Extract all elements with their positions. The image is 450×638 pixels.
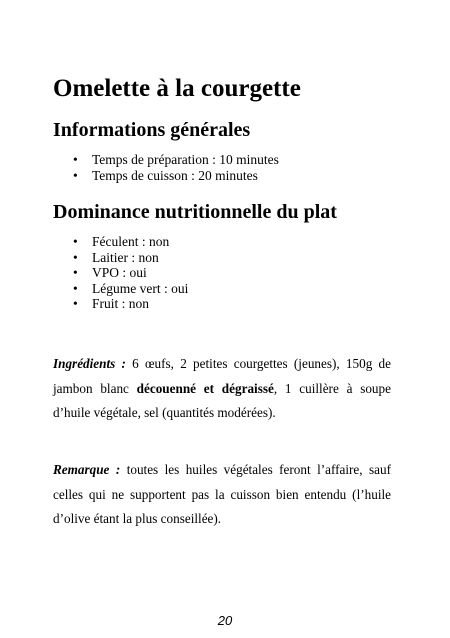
remark-paragraph [53,458,391,532]
ingredients-emphasis: découenné et dégraissé [136,380,274,396]
ingredients-label: Ingrédients : [53,356,126,371]
list-item [73,152,279,168]
list-item [73,265,188,281]
list-item-text: VPO : oui [92,265,147,280]
list-item-text: Laitier : non [92,249,159,265]
list-item [73,296,188,312]
ingredients-text: 6 œufs, 2 petites courgettes (jeunes), 150g de jambon blanc [53,356,391,396]
list-item-text: Fruit : non [92,296,150,311]
bullet-icon: • [73,296,78,311]
list-item [73,234,188,250]
section-heading-general-info: Informations générales [53,119,251,141]
list-item [73,281,188,297]
bullet-icon: • [73,234,78,249]
bullet-icon: • [73,167,78,183]
list-item-text: Féculent : non [92,234,170,249]
list-item-text: Temps de préparation : 10 minutes [92,152,279,167]
list-item [73,250,188,266]
bullet-icon: • [73,249,78,265]
remark-label: Remarque : [53,462,121,477]
remark-text: toutes les huiles végétales feront l’affaire, sauf celles qui ne supportent pas la cuisson bien entendu (l’huile d’olive étant la plus conseillée). [53,462,391,526]
list-item [73,168,279,184]
bullet-icon: • [73,152,78,167]
list-item-text: Temps de cuisson : 20 minutes [92,167,258,183]
section-heading-nutrition: Dominance nutritionnelle du plat [53,201,337,223]
ingredients-text-end: , 1 cuillère à soupe d’huile végétale, sel (quantités modérées). [53,380,391,420]
bullet-icon: • [73,280,78,296]
bullet-icon: • [73,265,78,280]
general-info-list [73,152,279,183]
ingredients-paragraph [53,352,391,426]
page-number: 20 [217,613,233,628]
list-item-text: Légume vert : oui [92,280,189,296]
page-title: Omelette à la courgette [53,75,301,102]
nutrition-list [73,234,188,312]
